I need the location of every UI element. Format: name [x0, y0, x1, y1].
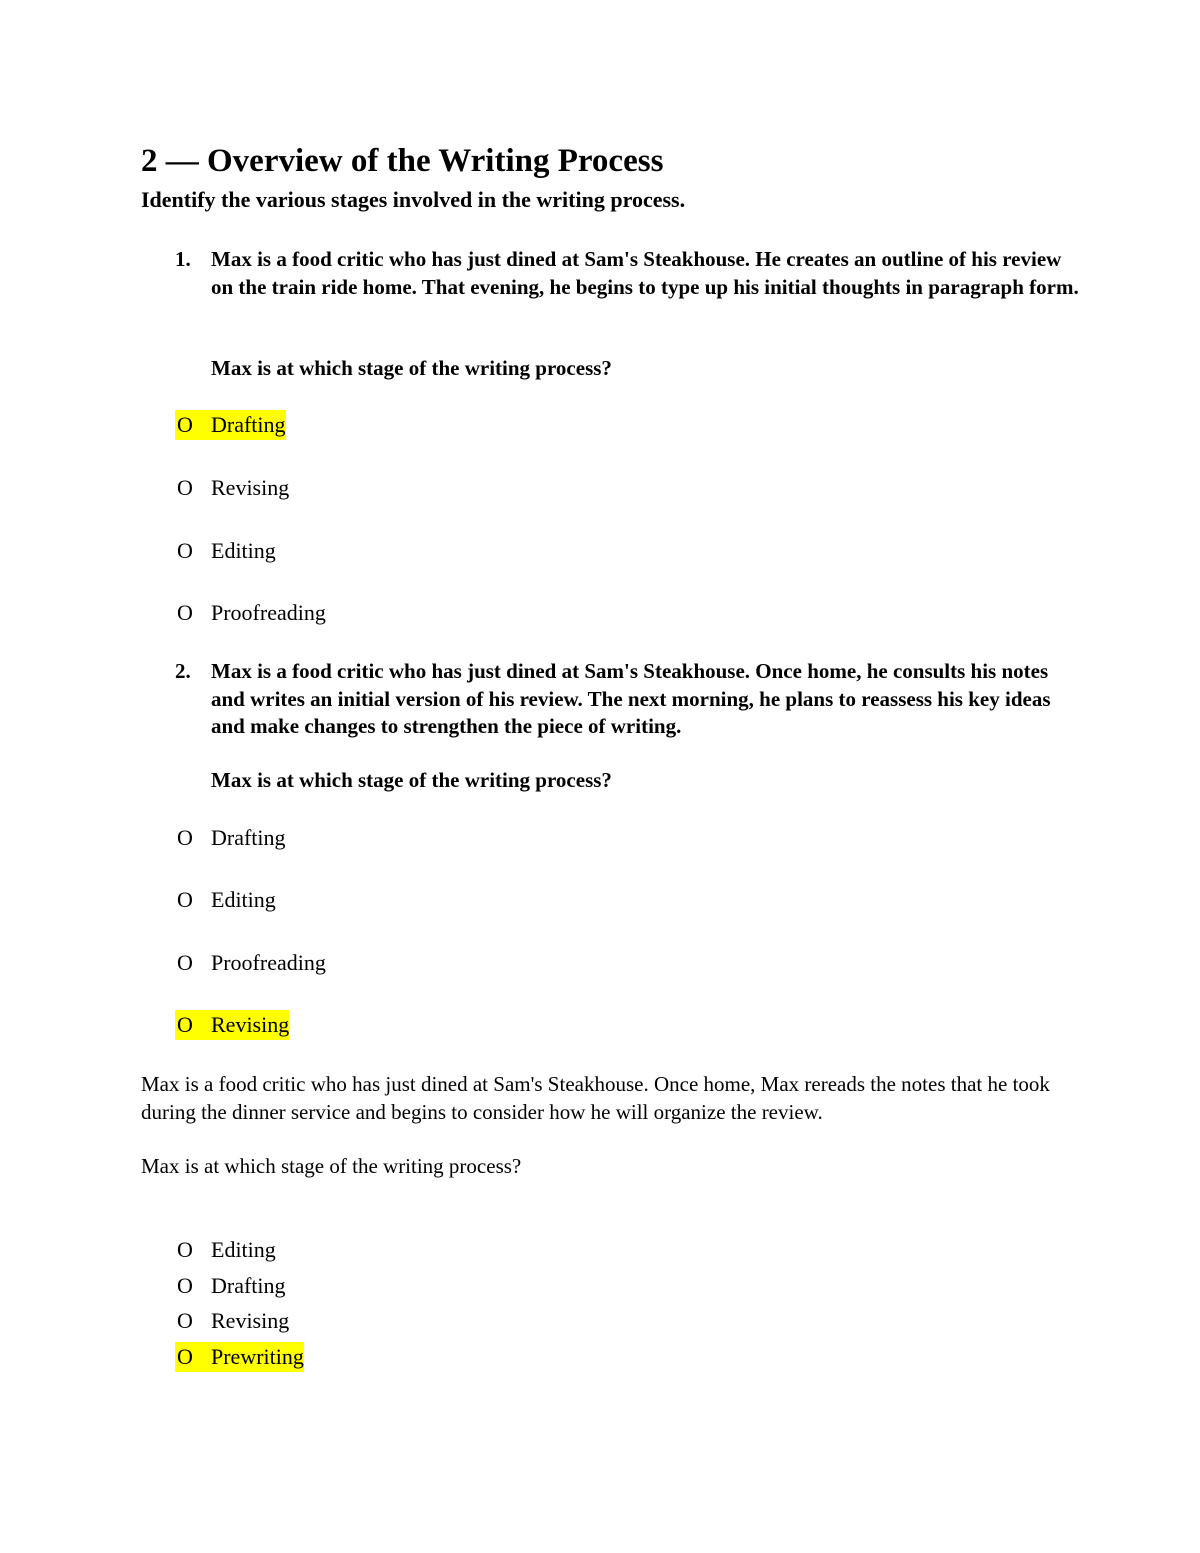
question-1-number: 1.	[175, 247, 191, 271]
question-2-option-1[interactable]	[175, 823, 286, 853]
option-label: Prewriting	[211, 1342, 304, 1372]
question-1-option-2[interactable]	[175, 473, 289, 503]
question-1-text: Max is a food critic who has just dined at Sam's Steakhouse. He creates an outline of his review on the train ride home. That evening, he begins to type up his initial thoughts in paragraph form.	[211, 247, 1079, 299]
question-2-option-3[interactable]	[175, 948, 326, 978]
question-3-option-2[interactable]	[175, 1271, 286, 1301]
circle-outline-icon: O	[177, 1273, 193, 1298]
circle-outline-icon: O	[177, 1308, 193, 1333]
option-label: Editing	[211, 538, 276, 563]
circle-outline-icon: O	[177, 475, 193, 500]
page-title: 2 — Overview of the Writing Process	[141, 143, 664, 179]
question-1-option-1[interactable]	[175, 410, 286, 440]
circle-outline-icon: O	[177, 1237, 193, 1262]
circle-outline-icon: O	[175, 410, 211, 440]
question-3-option-4[interactable]	[175, 1342, 304, 1372]
circle-outline-icon: O	[177, 887, 193, 912]
question-2-option-2[interactable]	[175, 885, 276, 915]
question-2-number: 2.	[175, 659, 191, 683]
question-1-option-3[interactable]	[175, 536, 276, 566]
question-1-prompt: Max is at which stage of the writing process?	[211, 356, 612, 380]
option-label: Proofreading	[211, 950, 326, 975]
circle-outline-icon: O	[177, 825, 193, 850]
option-label: Revising	[211, 1308, 290, 1333]
option-label: Editing	[211, 887, 276, 912]
circle-outline-icon: O	[177, 600, 193, 625]
circle-outline-icon: O	[177, 538, 193, 563]
page-subtitle: Identify the various stages involved in the writing process.	[141, 187, 686, 212]
question-3-text: Max is a food critic who has just dined at Sam's Steakhouse. Once home, Max rereads the notes that he took during the dinner service and begins to consider how he will organize the review.	[141, 1072, 1050, 1124]
option-label: Revising	[211, 475, 290, 500]
circle-outline-icon: O	[175, 1342, 211, 1372]
question-2-option-4[interactable]	[175, 1010, 289, 1040]
option-label: Revising	[211, 1010, 289, 1040]
question-2-text: Max is a food critic who has just dined at Sam's Steakhouse. Once home, he consults his notes and writes an initial version of his review. The next morning, he plans to reassess his key ideas and make changes to strengthen the piece of writing.	[211, 659, 1051, 738]
question-3-prompt: Max is at which stage of the writing process?	[141, 1154, 522, 1178]
option-label: Proofreading	[211, 600, 326, 625]
question-1-option-4[interactable]	[175, 598, 326, 628]
question-3-option-3[interactable]	[175, 1306, 289, 1336]
question-3-option-1[interactable]	[175, 1235, 276, 1265]
circle-outline-icon: O	[177, 950, 193, 975]
option-label: Drafting	[211, 410, 286, 440]
option-label: Editing	[211, 1237, 276, 1262]
option-label: Drafting	[211, 1273, 286, 1298]
question-2-prompt: Max is at which stage of the writing process?	[211, 768, 612, 792]
circle-outline-icon: O	[175, 1010, 211, 1040]
option-label: Drafting	[211, 825, 286, 850]
